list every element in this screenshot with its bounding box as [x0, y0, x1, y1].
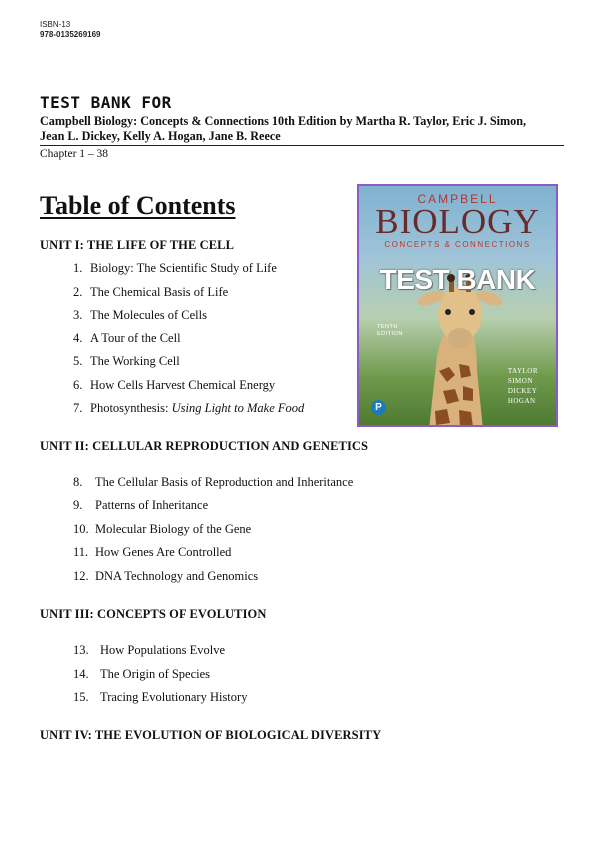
chapter-range: Chapter 1 – 38 — [40, 148, 109, 160]
toc-item[interactable]: 1. Biology: The Scientific Study of Life — [73, 261, 277, 275]
toc-item[interactable]: 9. Patterns of Inheritance — [73, 498, 209, 512]
unit-heading: UNIT IV: THE EVOLUTION OF BIOLOGICAL DIVERSITY — [40, 728, 382, 742]
toc-item[interactable]: 12. DNA Technology and Genomics — [73, 569, 259, 583]
unit-heading: UNIT II: CELLULAR REPRODUCTION AND GENETICS — [40, 439, 369, 453]
toc-item[interactable]: 6. How Cells Harvest Chemical Energy — [73, 378, 276, 392]
cover-test-bank: TEST BANK — [379, 264, 536, 295]
unit-heading: UNIT I: THE LIFE OF THE CELL — [40, 238, 235, 252]
toc-item[interactable]: 8. The Cellular Basis of Reproduction and Inheritance — [73, 475, 354, 489]
toc-item[interactable]: 11. How Genes Are Controlled — [73, 545, 232, 559]
isbn-number: 978-0135269169 — [40, 30, 101, 39]
toc-item[interactable]: 5. The Working Cell — [73, 354, 180, 368]
book-cover-image — [357, 184, 558, 427]
cover-biology: BIOLOGY — [375, 202, 540, 241]
book-title-line-1: Campbell Biology: Concepts & Connections 10th Edition by Martha R. Taylor, Eric J. Simon, — [40, 114, 527, 128]
cover-subtitle: CONCEPTS & CONNECTIONS — [384, 240, 531, 249]
unit-heading: UNIT III: CONCEPTS OF EVOLUTION — [40, 607, 267, 621]
toc-heading: Table of Contents — [40, 191, 236, 220]
publisher-logo-icon: P — [371, 400, 386, 415]
toc-item[interactable]: 2. The Chemical Basis of Life — [73, 285, 229, 299]
toc-item[interactable]: 13. How Populations Evolve — [73, 643, 225, 657]
cover-edition: TENTH EDITION — [377, 324, 403, 337]
test-bank-heading: TEST BANK FOR — [40, 93, 172, 112]
title-divider — [40, 145, 564, 146]
toc-item[interactable]: 4. A Tour of the Cell — [73, 331, 181, 345]
toc-item[interactable]: 3. The Molecules of Cells — [73, 308, 207, 322]
toc-item[interactable]: 14. The Origin of Species — [73, 667, 211, 681]
toc-item[interactable]: 15. Tracing Evolutionary History — [73, 690, 248, 704]
isbn-label: ISBN-13 — [40, 20, 71, 29]
cover-authors: TAYLOR SIMON DICKEY HOGAN — [507, 367, 538, 405]
book-title-line-2: Jean L. Dickey, Kelly A. Hogan, Jane B. Reece — [40, 129, 281, 143]
isbn-block — [40, 20, 101, 40]
book-title — [40, 114, 566, 144]
toc-item[interactable]: 10. Molecular Biology of the Gene — [73, 522, 252, 536]
cover-campbell: CAMPBELL — [417, 192, 498, 206]
toc-item[interactable]: 7. Photosynthesis: Using Light to Make Food — [73, 401, 305, 415]
